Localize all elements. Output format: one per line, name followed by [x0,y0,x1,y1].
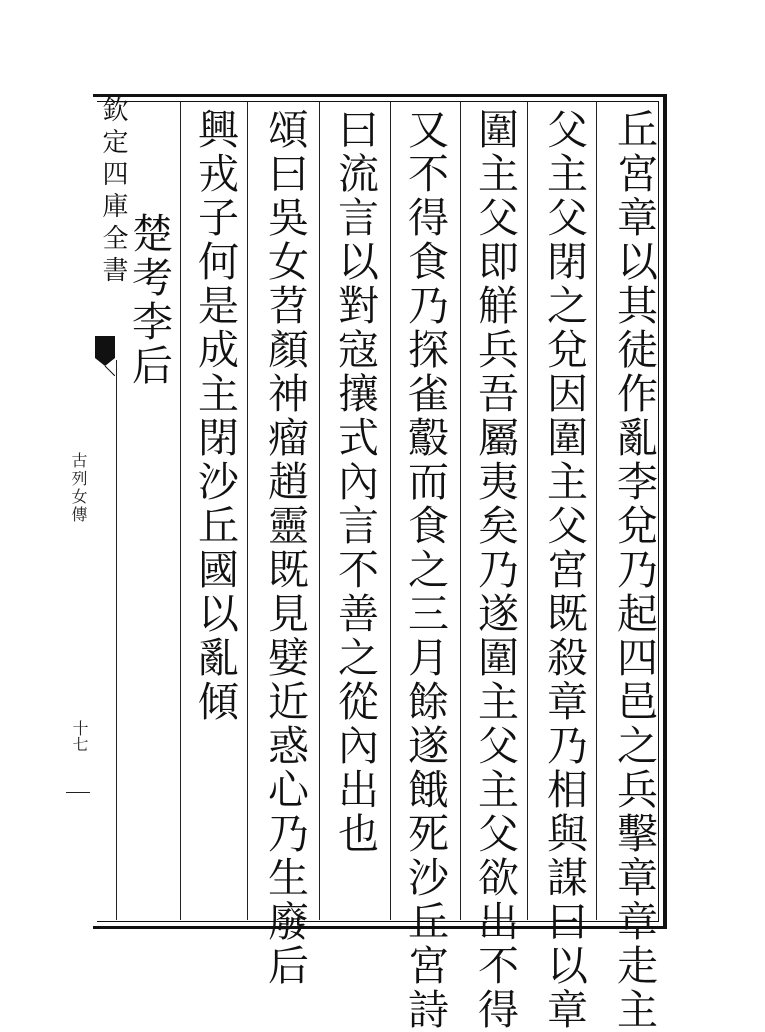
column-rule [460,102,461,920]
column-rule [390,102,391,920]
column-rule [527,102,528,920]
fishtail-mark [95,336,115,376]
text-column-4: 又不得食乃探雀鷇而食之三月餘遂餓死沙丘宮詩 [401,108,449,1032]
text-column-3: 圍主父即觧兵吾屬夷矣乃遂圍主父主父欲出不得 [471,108,519,1032]
text-column-2: 父主父閉之兌因圍主父宮既殺章乃相與謀曰以章 [540,108,588,1032]
collection-title: 欽定四庫全書 [98,96,128,288]
column-rule [247,102,248,920]
text-column-6: 頌曰吳女苕顏神瘤趙靈既見嬖近惑心乃生廢后 [261,108,309,988]
column-rule [319,102,320,920]
text-column-1: 丘宮章以其徒作亂李兌乃起四邑之兵擊章章走主 [610,108,658,1032]
margin-rule [116,360,117,920]
column-rule [596,102,597,920]
text-column-5: 曰流言以對寇攘式內言不善之從內出也 [331,108,379,856]
chapter-heading: 楚考李后 [125,212,173,388]
book-title: 古列女傳 [69,452,88,524]
text-column-7: 興戎子何是成主閉沙丘國以亂傾 [191,108,239,724]
margin-tick [66,792,90,793]
column-rule [180,102,181,920]
page-number: 十七 [70,720,89,752]
